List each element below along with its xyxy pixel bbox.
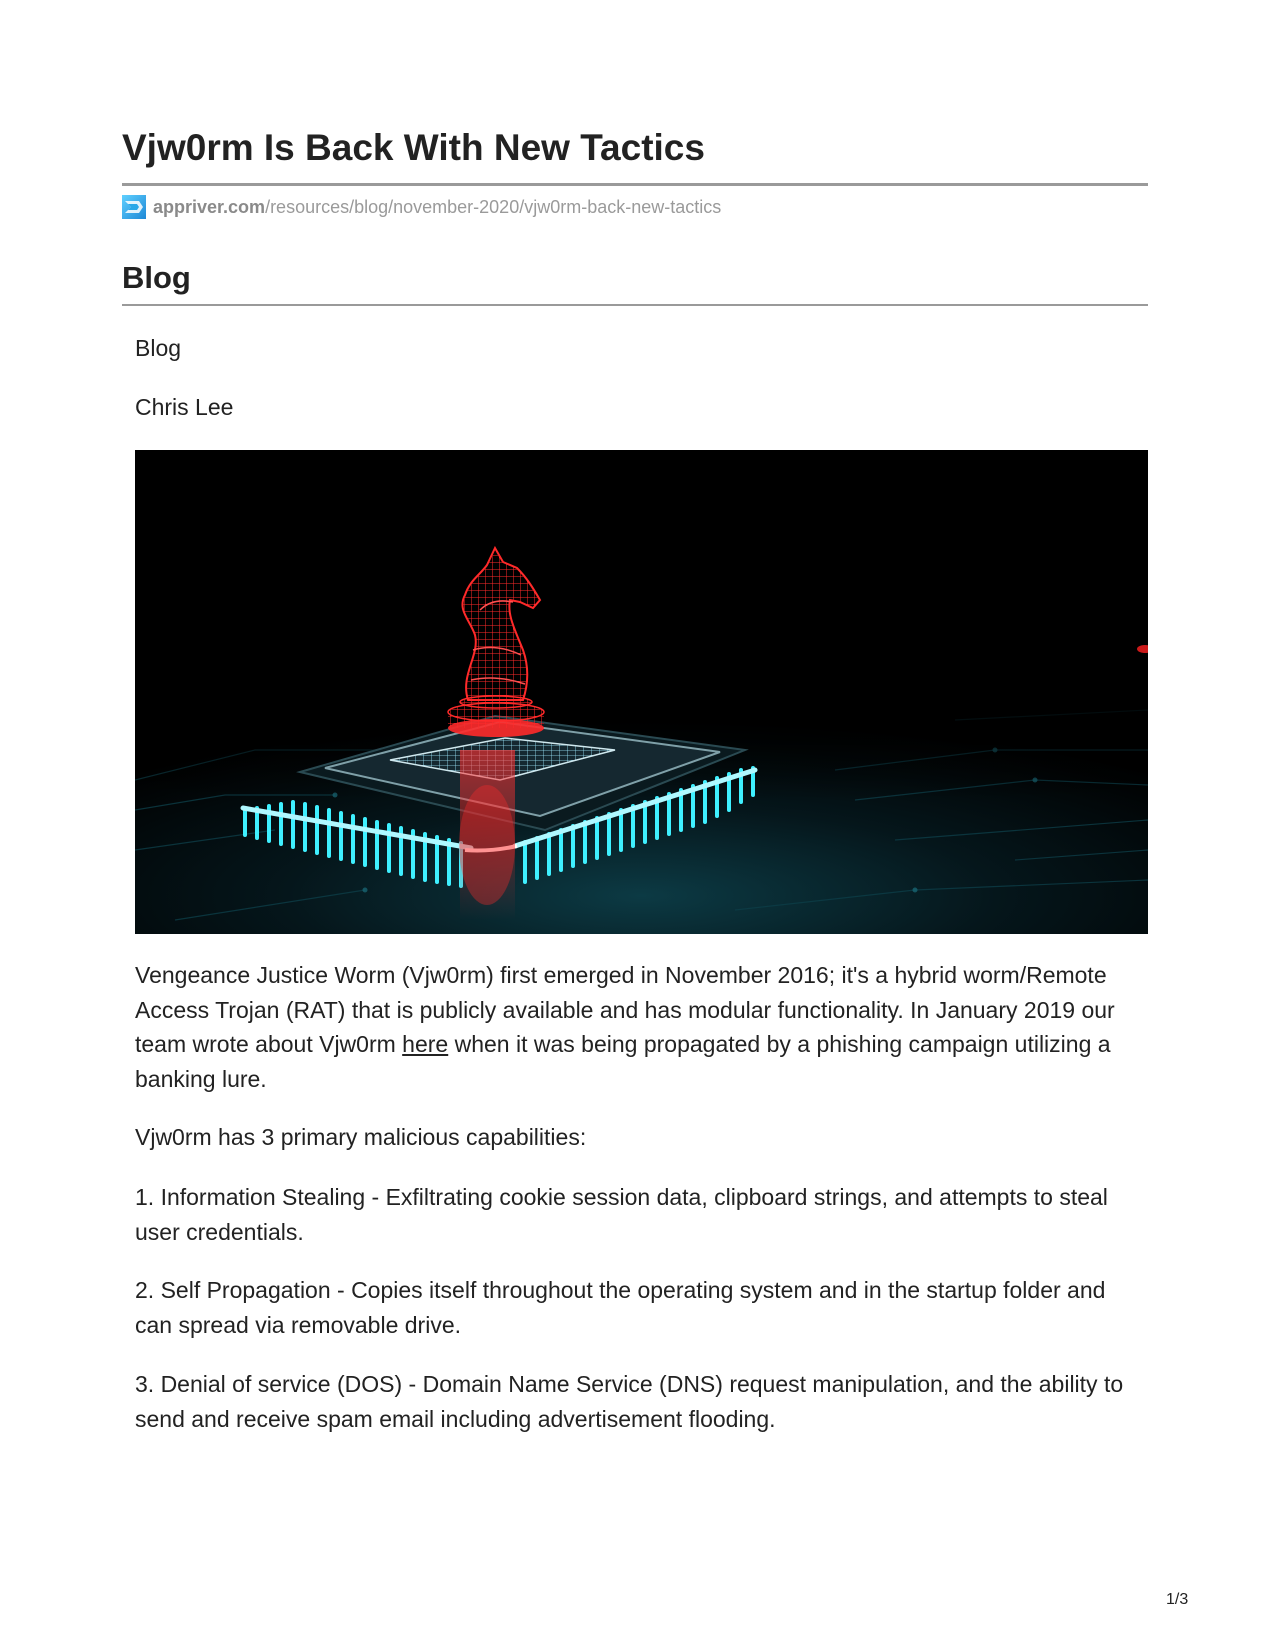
source-url[interactable]	[122, 194, 721, 220]
title-divider	[122, 183, 1148, 186]
hero-image	[135, 450, 1148, 934]
source-domain: appriver.com	[153, 196, 266, 217]
chess-knight-on-circuit-chip-image	[135, 450, 1148, 934]
here-link[interactable]: here	[402, 1031, 449, 1057]
section-heading: Blog	[122, 260, 191, 295]
intro-text-end: when it was being propagated by a phishing campaign utilizing a banking lure.	[135, 1031, 1111, 1092]
page-title: Vjw0rm Is Back With New Tactics	[122, 127, 705, 168]
intro-text-start: Vengeance Justice Worm (Vjw0rm) first emerged in November 2016; it's a hybrid worm/Remote Access Trojan (RAT) that is publicly available and has modular functionality. In January 2019 our team wrote about Vjw0rm	[135, 962, 1115, 1057]
intro-paragraph	[135, 958, 1145, 1096]
capabilities-intro: Vjw0rm has 3 primary malicious capabilities:	[135, 1124, 587, 1150]
section-divider	[122, 304, 1148, 306]
appriver-logo-icon	[122, 195, 146, 219]
category-label: Blog	[135, 335, 182, 361]
capability-item-self-propagation: 2. Self Propagation - Copies itself throughout the operating system and in the startup folder and can spread via removable drive.	[135, 1277, 1106, 1338]
source-path: /resources/blog/november-2020/vjw0rm-back-new-tactics	[265, 196, 722, 217]
capability-item-denial-of-service: 3. Denial of service (DOS) - Domain Name Service (DNS) request manipulation, and the ability to send and receive spam email including advertisement flooding.	[135, 1371, 1124, 1432]
page-number: 1/3	[1166, 1591, 1189, 1608]
author-name: Chris Lee	[135, 394, 234, 420]
capability-item-information-stealing: 1. Information Stealing - Exfiltrating cookie session data, clipboard strings, and attempts to steal user credentials.	[135, 1184, 1108, 1245]
